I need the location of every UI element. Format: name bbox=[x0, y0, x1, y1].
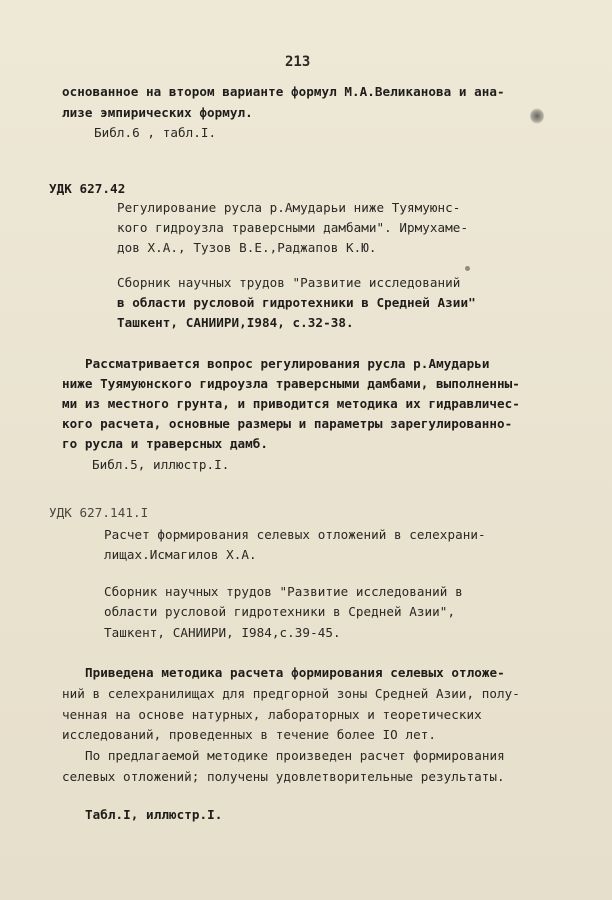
entry1-source-line-3: Ташкент, САНИИРИ,I984, с.32-38. bbox=[117, 315, 354, 330]
entry2-source-line-1: Сборник научных трудов "Развитие исследований в bbox=[104, 584, 463, 599]
entry1-abstract-line-2: ниже Туямуюнского гидроузла траверсными дамбами, выполненны- bbox=[62, 376, 520, 391]
entry2-refs: Табл.I, иллюстр.I. bbox=[85, 807, 223, 822]
intro-line-1: основанное на втором варианте формул М.А.Великанова и ана- bbox=[62, 84, 505, 99]
entry2-abstract-line-6: селевых отложений; получены удовлетворительные результаты. bbox=[62, 769, 505, 784]
entry2-source-line-2: области русловой гидротехники в Средней Азии", bbox=[104, 604, 456, 619]
entry2-abstract-line-3: ченная на основе натурных, лабораторных и теоретических bbox=[62, 707, 482, 722]
entry2-abstract-line-2: ний в селехранилищах для предгорной зоны Средней Азии, полу- bbox=[62, 686, 520, 701]
entry1-title-line-3: дов Х.А., Тузов В.Е.,Раджапов К.Ю. bbox=[117, 240, 377, 255]
entry1-title-line-1: Регулирование русла р.Амударьи ниже Туямуюнс- bbox=[117, 200, 461, 215]
entry1-abstract-line-5: го русла и траверсных дамб. bbox=[62, 436, 269, 451]
entry2-abstract-line-1: Приведена методика расчета формирования селевых отложе- bbox=[85, 665, 505, 680]
entry1-abstract-line-1: Рассматривается вопрос регулирования русла р.Амударьи bbox=[85, 356, 490, 371]
entry1-refs: Библ.5, иллюстр.I. bbox=[92, 457, 230, 472]
entry1-source-line-2: в области русловой гидротехники в Средней Азии" bbox=[117, 295, 476, 310]
entry2-title-line-1: Расчет формирования селевых отложений в селехрани- bbox=[104, 527, 486, 542]
entry1-abstract-line-3: ми из местного грунта, и приводится методика их гидравличес- bbox=[62, 396, 520, 411]
ink-dot bbox=[465, 266, 470, 271]
entry1-title-line-2: кого гидроузла траверсными дамбами". Ирмухаме- bbox=[117, 220, 469, 235]
entry2-source-line-3: Ташкент, САНИИРИ, I984,с.39-45. bbox=[104, 625, 341, 640]
entry2-udk: УДК 627.141.I bbox=[49, 505, 149, 520]
entry2-abstract-line-5: По предлагаемой методике произведен расчет формирования bbox=[85, 748, 505, 763]
entry1-source-line-1: Сборник научных трудов "Развитие исследований bbox=[117, 275, 461, 290]
intro-line-2: лизе эмпирических формул. bbox=[62, 105, 253, 120]
entry1-abstract-line-4: кого расчета, основные размеры и параметры зарегулированно- bbox=[62, 416, 513, 431]
ink-smudge bbox=[530, 108, 544, 124]
page-number: 213 bbox=[285, 54, 311, 70]
entry1-udk: УДК 627.42 bbox=[49, 181, 126, 196]
entry2-title-line-2: лищах.Исмагилов Х.А. bbox=[104, 547, 257, 562]
entry2-abstract-line-4: исследований, проведенных в течение более IO лет. bbox=[62, 727, 436, 742]
intro-refs: Библ.6 , табл.I. bbox=[94, 125, 217, 140]
